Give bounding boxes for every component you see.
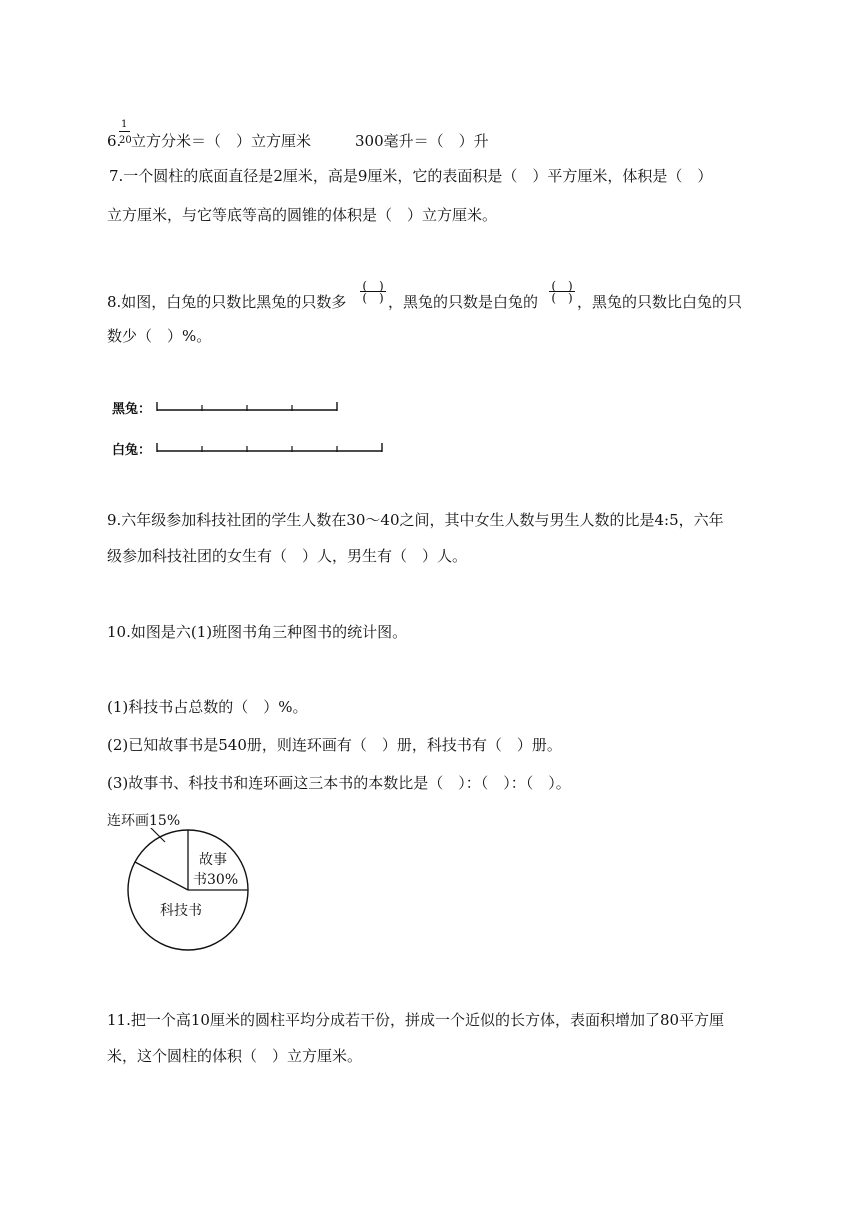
pie-chart-svg [125, 828, 255, 952]
q8-fraction-blank-1[interactable]: ( ) ( ) [360, 281, 386, 304]
q10-part2: (2)已知故事书是540册，则连环画有（ ）册，科技书有（ ）册。 [107, 736, 562, 754]
q11-line1: 11.把一个高10厘米的圆柱平均分成若干份，拼成一个近似的长方体，表面积增加了80平方厘 [107, 1011, 725, 1029]
pie-label-sci: 科技书 [160, 903, 202, 919]
q11-line2: 米，这个圆柱的体积（ ）立方厘米。 [107, 1047, 363, 1065]
q7-line1: 7.一个圆柱的底面直径是2厘米，高是9厘米，它的表面积是（ ）平方厘米，体积是（ ） [109, 167, 713, 185]
q6-text-b: 300毫升＝（ ）升 [355, 132, 489, 150]
pie-slice-edge-comic [135, 862, 188, 890]
q6-frac-den: 20 [119, 135, 132, 146]
q7-line2: 立方厘米，与它等底等高的圆锥的体积是（ ）立方厘米。 [107, 206, 498, 224]
q6-text-a: 立方分米＝（ ）立方厘米 [131, 132, 312, 150]
q8-fraction-blank-2[interactable]: ( ) ( ) [549, 281, 575, 304]
q8-line1-a: 8.如图，白兔的只数比黑兔的只数多 [107, 293, 347, 311]
pie-label-story-1: 故事 [199, 852, 227, 868]
q9-line2: 级参加科技社团的女生有（ ）人，男生有（ ）人。 [107, 547, 468, 565]
q8-line1-c: ，黑兔的只数比白兔的只 [577, 293, 743, 311]
pie-label-story-2: 书30% [193, 872, 239, 888]
q8-line1-b: ，黑兔的只数是白兔的 [388, 293, 539, 311]
q6-number: 6. [107, 132, 122, 150]
pie-label-comic: 连环画15% [107, 813, 181, 829]
q8-black-segment-bar [150, 398, 350, 414]
q8-label-black: 黑兔： [112, 402, 152, 417]
q10-part1: (1)科技书占总数的（ ）%。 [107, 698, 308, 716]
q10-intro: 10.如图是六(1)班图书角三种图书的统计图。 [107, 623, 408, 641]
q6-frac-num: 1 [121, 119, 128, 130]
q10-part3: (3)故事书、科技书和连环画这三本书的本数比是（ ）：（ ）：（ ）。 [107, 774, 571, 792]
q8-white-segment-bar [150, 439, 390, 455]
q9-line1: 9.六年级参加科技社团的学生人数在30～40之间，其中女生人数与男生人数的比是4:5，六年 [107, 511, 724, 529]
q8-line2: 数少（ ）%。 [107, 327, 212, 345]
q8-label-white: 白兔： [112, 443, 152, 458]
